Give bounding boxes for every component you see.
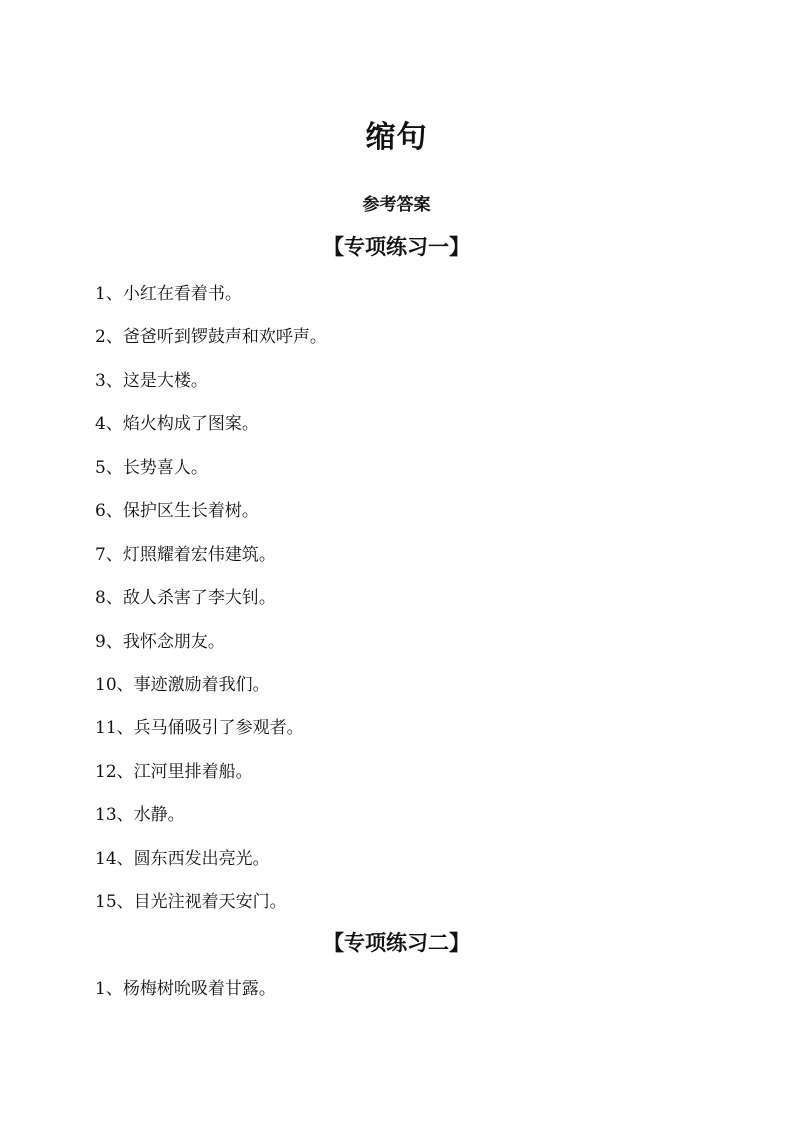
answer-item: 9、我怀念朋友。 [95, 632, 225, 652]
page-title: 缩句 [365, 120, 428, 155]
answer-item: 2、爸爸听到锣鼓声和欢呼声。 [95, 327, 327, 347]
answer-item: 8、敌人杀害了李大钊。 [95, 588, 276, 608]
answer-item: 12、江河里排着船。 [95, 762, 253, 782]
section-heading-practice-2: 【专项练习二】 [323, 930, 470, 955]
answer-item: 14、圆东西发出亮光。 [95, 849, 270, 869]
answer-item: 10、事迹激励着我们。 [95, 675, 270, 695]
answer-item: 5、长势喜人。 [95, 458, 208, 478]
answer-item: 7、灯照耀着宏伟建筑。 [95, 545, 276, 565]
answer-item: 3、这是大楼。 [95, 371, 208, 391]
answer-item: 15、目光注视着天安门。 [95, 892, 287, 912]
answer-item: 1、小红在看着书。 [95, 284, 242, 304]
answer-key-heading: 参考答案 [362, 195, 431, 215]
answer-item: 6、保护区生长着树。 [95, 501, 259, 521]
answer-item: 13、水静。 [95, 805, 185, 825]
answer-item: 11、兵马俑吸引了参观者。 [95, 718, 304, 738]
section-heading-practice-1: 【专项练习一】 [323, 234, 470, 259]
answer-item: 4、焰火构成了图案。 [95, 414, 259, 434]
answer-item: 1、杨梅树吮吸着甘露。 [95, 979, 276, 999]
